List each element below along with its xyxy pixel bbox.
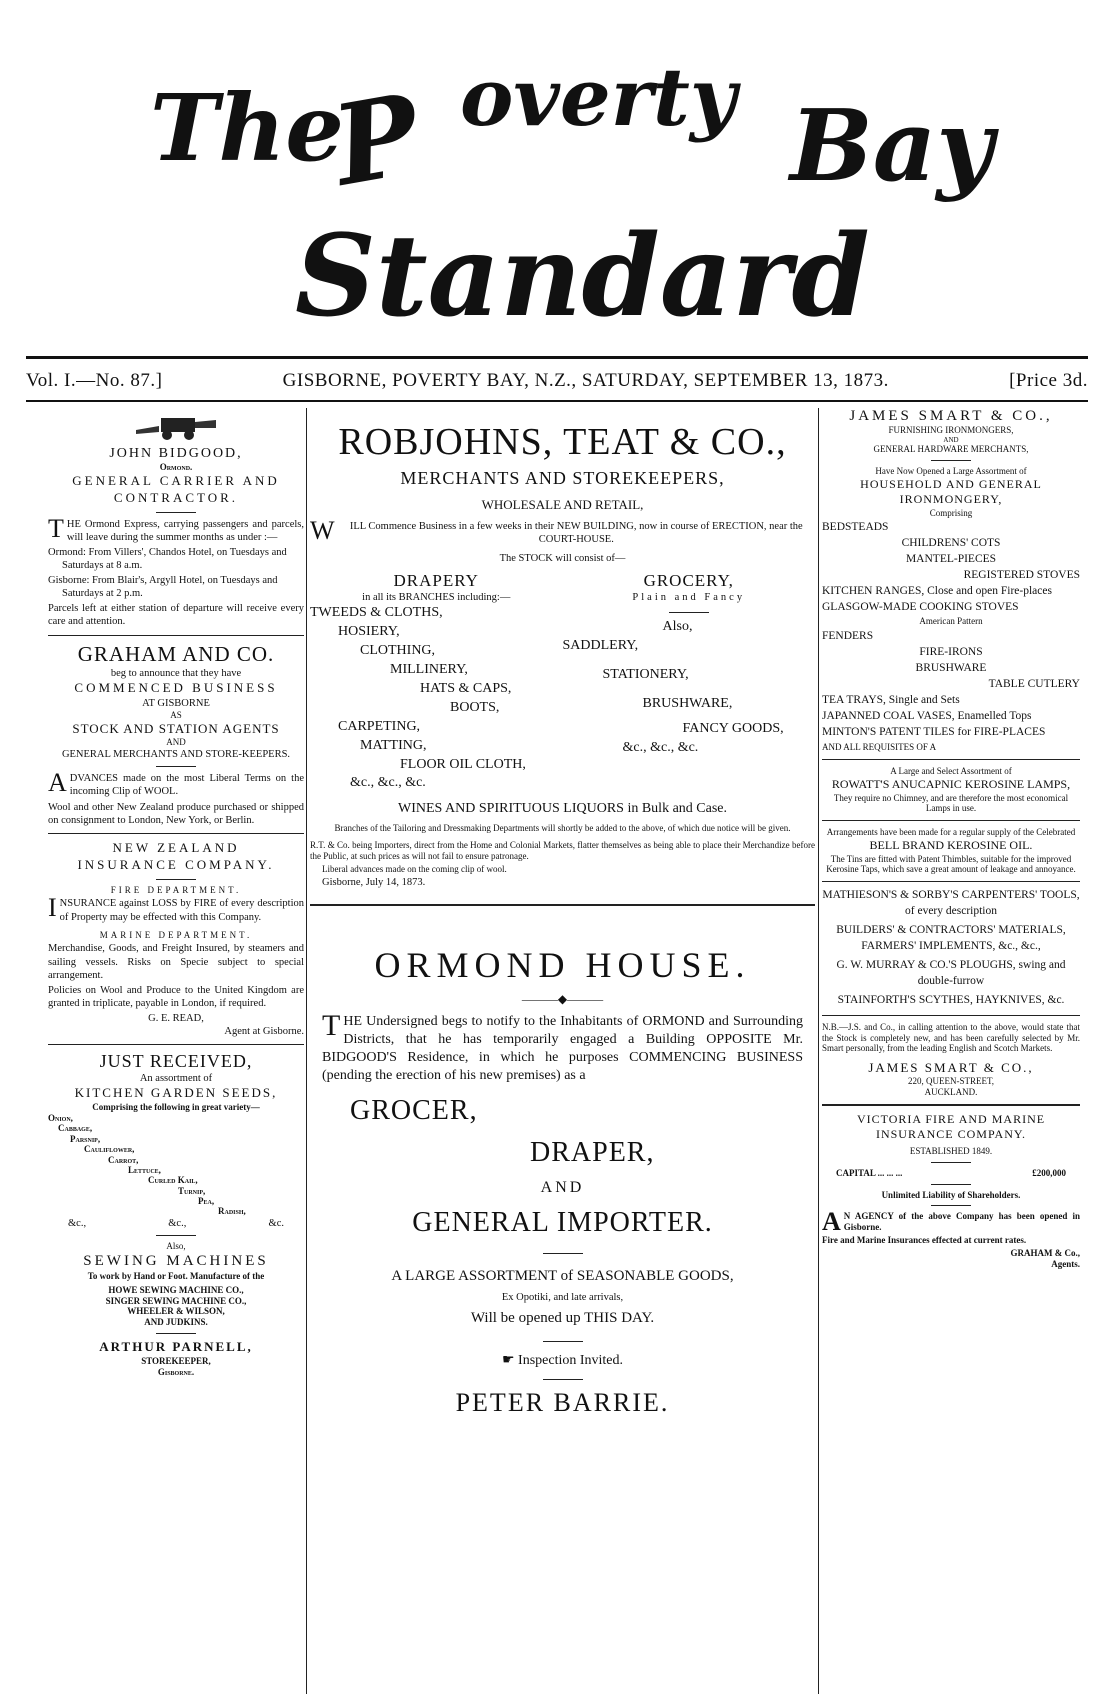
coach-engraving-icon xyxy=(131,408,221,442)
column-left xyxy=(48,408,304,1694)
graham-l6: AND xyxy=(166,737,186,748)
drapery-item: CARPETING, xyxy=(338,718,421,734)
graham-l1: beg to announce that they have xyxy=(110,667,242,679)
graham-l3: AT GISBORNE xyxy=(142,697,210,709)
dropcap: W xyxy=(310,515,335,545)
grocery-head: GROCERY, xyxy=(643,571,734,591)
smart-item: American Pattern xyxy=(919,616,983,627)
drapery-head: DRAPERY xyxy=(393,571,479,591)
drapery-etc: &c., &c., &c. xyxy=(350,775,426,791)
seeds-list xyxy=(48,1113,304,1216)
seeds-seller-role: STOREKEEPER, xyxy=(141,1355,211,1366)
smart-item: TABLE CUTLERY xyxy=(988,678,1080,691)
divider xyxy=(931,460,971,461)
seed-item: Parsnip, xyxy=(70,1133,101,1144)
price: [Price 3d. xyxy=(1009,370,1088,391)
bidgood-gisborne: Gisborne: From Blair's, Argyll Hotel, on Tuesdays and Saturdays at 2 p.m. xyxy=(48,575,278,600)
smart-tool: BUILDERS' & CONTRACTORS' MATERIALS, FARMERS' IMPLEMENTS, &c., &c., xyxy=(836,924,1066,952)
bidgood-place: Ormond. xyxy=(159,462,193,472)
divider xyxy=(822,759,1080,760)
drapery-item: MATTING, xyxy=(360,737,427,753)
ormond-text: HE Undersigned begs to notify to the Inhabitants of ORMOND and Surrounding Districts, that he has temporarily engaged a Building OPPOSITE Mr. BIDGOOD'S Residence, in which he purposes COMMENCING BUSINESS (pending the erection of his new premises) as a xyxy=(322,1013,803,1084)
smart-sig: JAMES SMART & CO., xyxy=(868,1060,1034,1076)
other-item: STATIONERY, xyxy=(602,667,689,683)
ormond-and: AND xyxy=(540,1179,585,1197)
etc: &c., xyxy=(68,1217,87,1229)
smart-item: MANTEL-PIECES xyxy=(905,552,997,565)
smart-select: A Large and Select Assortment of xyxy=(890,766,1012,777)
maker: HOWE SEWING MACHINE CO., xyxy=(108,1284,244,1295)
smart-rowatt: ROWATT'S ANUCAPNIC KEROSINE LAMPS, xyxy=(831,776,1071,791)
capital-value: £200,000 xyxy=(1032,1167,1066,1178)
grocery-also: Also, xyxy=(662,619,693,635)
smart-l6: Comprising xyxy=(929,507,973,518)
ormond-signature: PETER BARRIE. xyxy=(455,1388,670,1418)
other-item: FANCY GOODS, xyxy=(682,720,784,736)
smart-advert xyxy=(822,408,1080,1098)
smart-item: MINTON'S PATENT TILES for FIRE-PLACES xyxy=(822,726,1046,739)
smart-tool: G. W. MURRAY & CO.'S PLOUGHS, swing and double-furrow xyxy=(836,959,1066,987)
dropcap: A xyxy=(822,1207,841,1237)
drapery-item: HATS & CAPS, xyxy=(420,680,512,696)
smart-item: JAPANNED COAL VASES, Enamelled Tops xyxy=(822,710,1032,723)
seeds-seller-place: Gisborne. xyxy=(157,1366,195,1377)
seed-item: Turnip, xyxy=(178,1185,206,1196)
masthead-rule xyxy=(26,356,1088,359)
nzins-marine-head: MARINE DEPARTMENT. xyxy=(99,929,253,940)
robjohns-liberal: Liberal advances made on the coming clip of wool. xyxy=(322,863,507,874)
dropcap: T xyxy=(322,1008,341,1042)
bidgood-ormond: Ormond: From Villers', Chandos Hotel, on Tuesdays and Saturdays at 8 a.m. xyxy=(48,546,287,571)
divider xyxy=(48,635,304,636)
seeds-advert xyxy=(48,1051,304,1377)
nzins-fire-head: FIRE DEPARTMENT. xyxy=(110,884,242,895)
svg-text:overty: overty xyxy=(460,50,737,144)
smart-item: FENDERS xyxy=(822,629,874,642)
drapery-item: MILLINERY, xyxy=(390,662,468,678)
ornament-icon: ———◆——— xyxy=(521,991,604,1006)
seeds-sub: An assortment of xyxy=(139,1073,213,1085)
nz-insurance-advert xyxy=(48,840,304,1039)
graham-advert xyxy=(48,642,304,827)
seed-item: Lettuce, xyxy=(128,1164,161,1175)
smart-item: GLASGOW-MADE COOKING STOVES xyxy=(822,601,1019,614)
smart-chimney: They require no Chimney, and are therefore the most economical Lamps in use. xyxy=(833,792,1069,814)
smart-item: REGISTERED STOVES xyxy=(963,569,1080,582)
column-divider-2 xyxy=(818,408,819,1694)
column-right xyxy=(822,408,1080,1694)
nzins-agent-role: Agent at Gisborne. xyxy=(224,1026,304,1038)
seed-item: Onion, xyxy=(48,1113,73,1124)
nzins-agent-name: G. E. READ, xyxy=(148,1013,204,1025)
maker: AND JUDKINS. xyxy=(144,1317,208,1328)
nzins-policies: Policies on Wool and Produce to the United Kingdom are granted in triplicate, payable in London, if required. xyxy=(48,984,304,1009)
divider xyxy=(931,1162,971,1163)
ormond-ex: Ex Opotiki, and late arrivals, xyxy=(501,1292,624,1304)
divider xyxy=(822,1015,1080,1016)
victoria-sig: GRAHAM & Co., xyxy=(1010,1247,1080,1258)
place-and-date: GISBORNE, POVERTY BAY, N.Z., SATURDAY, SEPTEMBER 13, 1873. xyxy=(282,370,889,391)
ormond-house-advert xyxy=(310,944,815,1419)
divider xyxy=(156,512,196,513)
column-center xyxy=(310,408,815,1694)
graham-advances: DVANCES made on the most Liberal Terms on the incoming Clip of WOOL. xyxy=(69,773,304,798)
seed-item: Cauliflower, xyxy=(84,1144,135,1155)
seeds-seller: ARTHUR PARNELL, xyxy=(99,1338,253,1354)
victoria-role: Agents. xyxy=(1051,1258,1080,1269)
smart-addr: 220, QUEEN-STREET, xyxy=(907,1076,995,1087)
graham-l5: STOCK AND STATION AGENTS xyxy=(72,720,280,736)
ormond-draper: DRAPER, xyxy=(530,1137,655,1169)
bidgood-text: HE Ormond Express, carrying passengers and parcels, will leave during the summer months as under :— xyxy=(66,518,304,543)
bidgood-trade: GENERAL CARRIER AND CONTRACTOR. xyxy=(72,472,280,505)
robjohns-intro: ILL Commence Business in a few weeks in their NEW BUILDING, now in course of ERECTION, near the COURT-HOUSE. xyxy=(349,520,803,546)
drapery-item: BOOTS, xyxy=(450,699,500,715)
robjohns-stock: The STOCK will consist of— xyxy=(499,553,626,565)
nzins-name2: INSURANCE COMPANY. xyxy=(77,856,275,872)
smart-l1: FURNISHING IRONMONGERS, xyxy=(888,425,1014,435)
drapery-sub: in all its BRANCHES including:— xyxy=(362,592,511,604)
column-divider-1 xyxy=(306,408,307,1694)
seeds-name: KITCHEN GARDEN SEEDS, xyxy=(74,1085,278,1101)
svg-text:P: P xyxy=(324,69,429,211)
smart-item: CHILDRENS' COTS xyxy=(901,536,1001,549)
smart-l3: GENERAL HARDWARE MERCHANTS, xyxy=(873,444,1029,455)
drapery-item: TWEEDS & CLOTHS, xyxy=(310,605,443,621)
robjohns-trade: MERCHANTS AND STOREKEEPERS, xyxy=(400,468,725,488)
etc: &c., xyxy=(168,1217,187,1229)
dropcap: T xyxy=(48,513,64,543)
smart-tool: STAINFORTH'S SCYTHES, HAYKNIVES, &c. xyxy=(837,994,1065,1007)
ormond-name: ORMOND HOUSE. xyxy=(374,944,751,985)
maker: WHEELER & WILSON, xyxy=(127,1306,225,1317)
robjohns-date: Gisborne, July 14, 1873. xyxy=(322,877,426,889)
divider xyxy=(156,766,196,767)
etc: &c. xyxy=(268,1217,284,1229)
victoria-agency: N AGENCY of the above Company has been opened in Gisborne. xyxy=(843,1211,1080,1233)
smart-city: AUCKLAND. xyxy=(924,1086,978,1097)
seeds-head: JUST RECEIVED, xyxy=(99,1051,253,1072)
dateline-rule xyxy=(26,400,1088,402)
bidgood-parcels: Parcels left at either station of departure will receive every care and attention. xyxy=(48,603,304,628)
maker: SINGER SEWING MACHINE CO., xyxy=(105,1295,247,1306)
divider xyxy=(156,1235,196,1236)
drapery-item: FLOOR OIL CLOTH, xyxy=(400,756,526,772)
masthead xyxy=(40,30,1074,350)
bidgood-advert xyxy=(48,408,304,629)
seed-item: Cabbage, xyxy=(58,1123,93,1134)
capital-label: CAPITAL ... ... ... xyxy=(836,1167,903,1178)
smart-item: BEDSTEADS xyxy=(822,520,889,533)
divider xyxy=(156,879,196,880)
smart-arrangements: Arrangements have been made for a regular supply of the Celebrated xyxy=(826,827,1076,838)
graham-l7: GENERAL MERCHANTS AND STORE-KEEPERS. xyxy=(61,749,291,761)
other-etc: &c., &c., &c. xyxy=(622,739,699,755)
other-item: BRUSHWARE, xyxy=(642,696,733,712)
grocery-sub: Plain and Fancy xyxy=(632,592,746,604)
smart-l4: Have Now Opened a Large Assortment of xyxy=(875,465,1027,476)
ormond-assortment: A LARGE ASSORTMENT of SEASONABLE GOODS, xyxy=(391,1268,734,1285)
victoria-fire: Fire and Marine Insurances effected at current rates. xyxy=(822,1234,1027,1245)
volume-number: Vol. I.—No. 87.] xyxy=(26,370,163,391)
smart-item: KITCHEN RANGES, Close and open Fire-places xyxy=(822,585,1052,598)
smart-tool: MATHIESON'S & SORBY'S CARPENTERS' TOOLS, of every description xyxy=(822,889,1080,917)
other-item: SADDLERY, xyxy=(562,638,639,654)
drapery-item: HOSIERY, xyxy=(338,624,400,640)
divider xyxy=(822,881,1080,882)
smart-l5: HOUSEHOLD AND GENERAL IRONMONGERY, xyxy=(860,476,1042,507)
robjohns-importers: R.T. & Co. being Importers, direct from the Home and Colonial Markets, flatter themselves as being able to place their Merchandize before the Public, at such prices as will not fail to ensure patronage. xyxy=(310,840,815,861)
drapery-item: CLOTHING, xyxy=(360,643,436,659)
robjohns-name: ROBJOHNS, TEAT & CO., xyxy=(338,421,787,463)
smart-name: JAMES SMART & CO., xyxy=(849,408,1053,424)
robjohns-wines: WINES AND SPIRITUOUS LIQUORS in Bulk and Case. xyxy=(398,801,727,817)
dropcap: I xyxy=(48,893,57,923)
smart-l2: AND xyxy=(943,435,959,444)
robjohns-branches: Branches of the Tailoring and Dressmaking Departments will shortly be added to the above, of which due notice will be given. xyxy=(334,823,791,834)
nzins-name1: NEW ZEALAND xyxy=(112,839,240,855)
seeds-comprising: Comprising the following in great variety— xyxy=(92,1102,260,1113)
seeds-also: Also, xyxy=(166,1240,186,1251)
divider xyxy=(822,1104,1080,1106)
smart-nb: N.B.—J.S. and Co., in calling attention to the above, would state that the Stock is completely new, and has been carefully selected by Mr. Smart personally, from the leading English and Scotch Markets. xyxy=(822,1021,1080,1054)
seeds-machines: SEWING MACHINES xyxy=(83,1252,269,1269)
seed-item: Carrot, xyxy=(108,1154,139,1165)
nzins-fire-text: NSURANCE against LOSS by FIRE of every description of Property may be effected with this Company. xyxy=(59,898,304,923)
victoria-est: ESTABLISHED 1849. xyxy=(909,1145,993,1156)
robjohns-right-list xyxy=(563,571,816,793)
graham-name: GRAHAM AND CO. xyxy=(77,641,275,666)
divider xyxy=(669,612,709,613)
divider xyxy=(543,1253,583,1254)
dateline xyxy=(26,366,1088,396)
nzins-marine-text: Merchandise, Goods, and Freight Insured, by steamers and sailing vessels. Risks on Specie subject to special arrangement. xyxy=(48,943,304,981)
victoria-name: VICTORIA FIRE AND MARINE INSURANCE COMPANY. xyxy=(856,1111,1046,1142)
divider xyxy=(156,1333,196,1334)
seed-item: Curled Kail, xyxy=(148,1175,198,1186)
bidgood-name: JOHN BIDGOOD, xyxy=(109,446,243,461)
robjohns-sub: WHOLESALE AND RETAIL, xyxy=(481,497,644,512)
divider xyxy=(48,833,304,834)
seed-item: Pea, xyxy=(198,1195,215,1206)
seeds-work: To work by Hand or Foot. Manufacture of the xyxy=(87,1271,265,1281)
smart-bell: BELL BRAND KEROSINE OIL. xyxy=(869,837,1033,852)
victoria-unlimited: Unlimited Liability of Shareholders. xyxy=(881,1189,1021,1200)
svg-text:The: The xyxy=(150,74,344,182)
divider xyxy=(822,820,1080,821)
divider xyxy=(543,1341,583,1342)
smart-item: FIRE-IRONS xyxy=(919,646,983,659)
graham-l2: COMMENCED BUSINESS xyxy=(74,679,278,695)
svg-text:Standard: Standard xyxy=(295,211,870,342)
ormond-opened: Will be opened up THIS DAY. xyxy=(470,1310,655,1327)
masthead-title xyxy=(40,30,1074,350)
robjohns-advert xyxy=(310,420,815,890)
divider xyxy=(310,904,815,906)
ormond-grocer: GROCER, xyxy=(350,1095,478,1127)
smart-item: TEA TRAYS, Single and Sets xyxy=(822,694,960,707)
smart-tins: The Tins are fitted with Patent Thimbles, suitable for the improved Kerosine Taps, which save a great amount of leakage and annoyance. xyxy=(826,853,1076,875)
smart-items xyxy=(822,519,1080,753)
divider xyxy=(543,1379,583,1380)
victoria-advert xyxy=(822,1112,1080,1270)
dropcap: A xyxy=(48,768,67,798)
graham-l4: AS xyxy=(170,709,182,720)
seed-item: Radish, xyxy=(218,1206,246,1217)
svg-text:Bay: Bay xyxy=(790,89,994,204)
divider xyxy=(48,1044,304,1045)
ormond-inspection: ☛ Inspection Invited. xyxy=(501,1353,624,1369)
smart-item: AND ALL REQUISITES OF A xyxy=(822,741,937,752)
robjohns-left-list xyxy=(310,571,563,793)
smart-item: BRUSHWARE xyxy=(915,662,987,675)
ormond-importer: GENERAL IMPORTER. xyxy=(412,1207,713,1239)
graham-wool: Wool and other New Zealand produce purchased or shipped on consignment to London, New York, or Berlin. xyxy=(48,801,304,826)
divider xyxy=(931,1184,971,1185)
divider xyxy=(931,1205,971,1206)
